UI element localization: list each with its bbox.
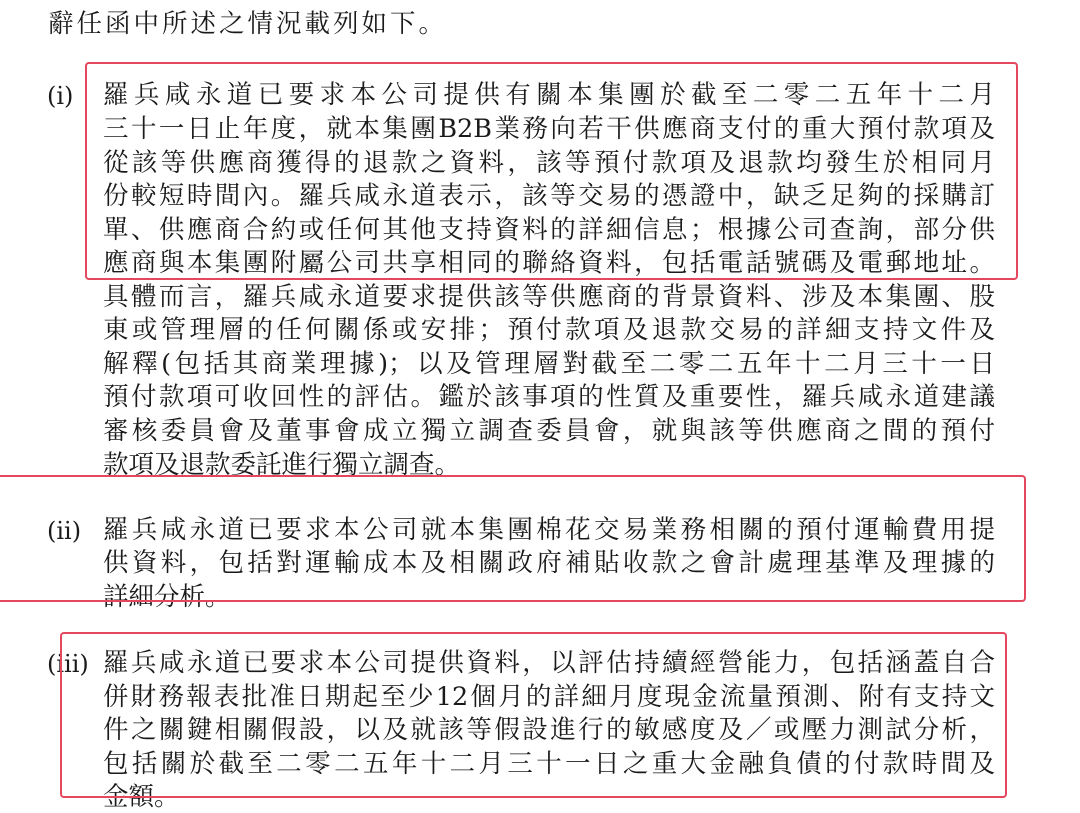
item-iii-marker: (iii) [47, 650, 89, 678]
highlight-box-item-iii [60, 632, 1007, 798]
item-iii-line: 羅兵咸永道已要求本公司提供資料，以評估持續經營能力，包括涵蓋自合 [103, 648, 995, 678]
item-ii-line: 詳細分析。 [103, 582, 231, 612]
item-iii-line: 包括關於截至二零二五年十二月三十一日之重大金融負債的付款時間及 [103, 749, 995, 779]
item-ii-marker: (ii) [47, 517, 82, 545]
item-i-line: 單、供應商合約或任何其他支持資料的詳細信息；根據公司查詢，部分供 [103, 215, 995, 245]
item-iii-line: 金額。 [103, 782, 180, 812]
item-i-line: 具體而言，羅兵咸永道要求提供該等供應商的背景資料、涉及本集團、股 [103, 282, 995, 312]
item-ii-line: 供資料，包括對運輸成本及相關政府補貼收款之會計處理基準及理據的 [103, 548, 995, 578]
item-i-line: 羅兵咸永道已要求本公司提供有關本集團於截至二零二五年十二月 [103, 80, 995, 110]
item-ii-line: 羅兵咸永道已要求本公司就本集團棉花交易業務相關的預付運輸費用提 [103, 515, 995, 545]
highlight-box-item-i [85, 62, 1018, 280]
item-i-line: 解釋(包括其商業理據)；以及管理層對截至二零二五年十二月三十一日 [103, 349, 995, 379]
item-i-line: 東或管理層的任何關係或安排；預付款項及退款交易的詳細支持文件及 [103, 315, 995, 345]
intro-text: 辭任函中所述之情況載列如下。 [48, 9, 448, 39]
item-i-line: 份較短時間內。羅兵咸永道表示，該等交易的憑證中，缺乏足夠的採購訂 [103, 181, 995, 211]
highlight-box-item-ii [0, 475, 1026, 602]
item-iii-line: 件之關鍵相關假設，以及就該等假設進行的敏感度及／或壓力測試分析， [103, 715, 995, 745]
item-iii-line: 併財務報表批准日期起至少12個月的詳細月度現金流量預測、附有支持文 [103, 682, 995, 712]
item-i-marker: (i) [47, 82, 74, 110]
item-i-line: 審核委員會及董事會成立獨立調查委員會，就與該等供應商之間的預付 [103, 416, 995, 446]
item-i-line: 應商與本集團附屬公司共享相同的聯絡資料，包括電話號碼及電郵地址。 [103, 248, 995, 278]
item-i-line: 三十一日止年度，就本集團B2B業務向若干供應商支付的重大預付款項及 [103, 114, 995, 144]
item-i-line: 款項及退款委託進行獨立調查。 [103, 450, 461, 480]
item-i-line: 預付款項可收回性的評估。鑑於該事項的性質及重要性，羅兵咸永道建議 [103, 382, 995, 412]
item-i-line: 從該等供應商獲得的退款之資料，該等預付款項及退款均發生於相同月 [103, 148, 995, 178]
